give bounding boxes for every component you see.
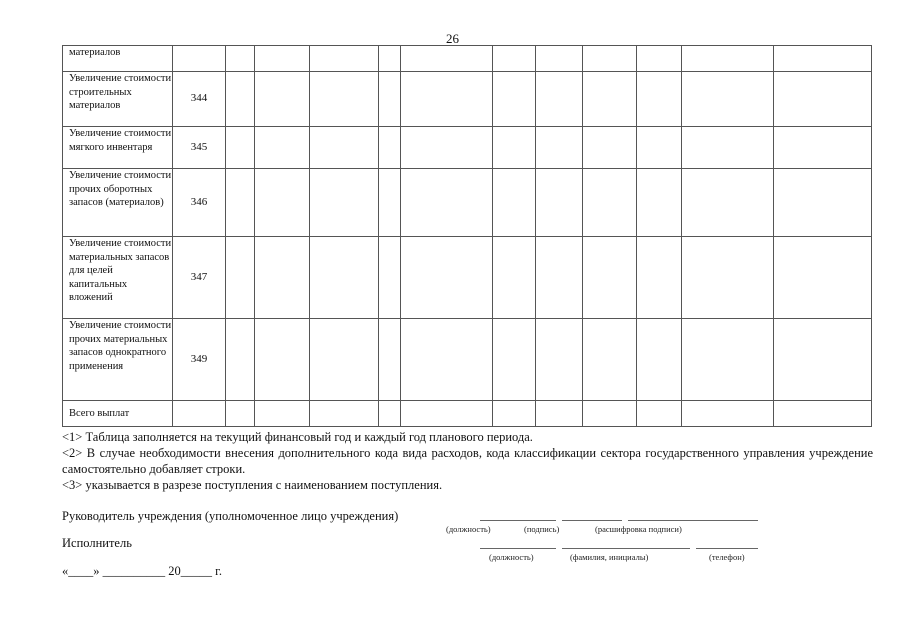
row-label: Всего выплат: [63, 401, 173, 427]
head-signature-decoding-line[interactable]: [628, 520, 758, 521]
footnote-3: <3> указывается в разрезе поступления с наименованием поступления.: [62, 478, 443, 492]
row-label: Увеличение стоимости прочих материальных запасов однократного применения: [63, 319, 173, 401]
executor-phone-line[interactable]: [696, 548, 758, 549]
page-number: 26: [446, 31, 459, 46]
footnote-1: <1> Таблица заполняется на текущий финансовый год и каждый год планового периода.: [62, 430, 533, 444]
row-label: Увеличение стоимости мягкого инвентаря: [63, 127, 173, 169]
executor-phone-hint: (телефон): [709, 552, 745, 562]
executor-position-line[interactable]: [480, 548, 556, 549]
row-label: материалов: [63, 46, 173, 72]
executor-name-hint: (фамилия, инициалы): [570, 552, 649, 562]
executor-position-hint: (должность): [489, 552, 534, 562]
head-position-line[interactable]: [480, 520, 556, 521]
head-signature-line[interactable]: [562, 520, 622, 521]
row-label: Увеличение стоимости строительных материалов: [63, 72, 173, 127]
footnote-2: <2> В случае необходимости внесения дополнительного кода вида расходов, кода классификации сектора государственного управления учреждение самостоятельно добавляет строки.: [62, 446, 873, 476]
head-signature-hint: (подпись): [524, 524, 560, 534]
date-line: «____» __________ 20_____ г.: [62, 564, 222, 578]
row-code: 346: [173, 169, 226, 237]
row-label: Увеличение стоимости прочих оборотных запасов (материалов): [63, 169, 173, 237]
head-signature-decoding-hint: (расшифровка подписи): [595, 524, 682, 534]
row-label: Увеличение стоимости материальных запасов для целей капитальных вложений: [63, 237, 173, 319]
row-code: 349: [173, 319, 226, 401]
executor-label: Исполнитель: [62, 536, 132, 550]
head-signature-label: Руководитель учреждения (уполномоченное лицо учреждения): [62, 509, 399, 523]
executor-name-line[interactable]: [562, 548, 690, 549]
row-code: 345: [173, 127, 226, 169]
row-code: 347: [173, 237, 226, 319]
row-code: 344: [173, 72, 226, 127]
head-position-hint: (должность): [446, 524, 491, 534]
